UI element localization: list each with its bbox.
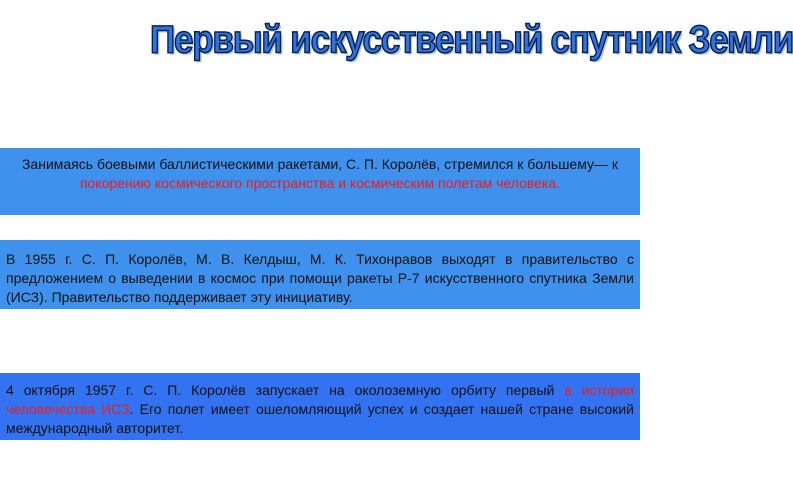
year-1955-block: [0, 240, 640, 309]
launch-1957-block: [0, 373, 640, 440]
launch-text-after: . Его полет имеет ошеломляющий успех и создает нашей стране высокий международный авторитет.: [6, 401, 634, 436]
intro-text: Занимаясь боевыми баллистическими ракетами, С. П. Королёв, стремился к большему— к: [21, 156, 619, 172]
launch-text-before: 4 октября 1957 г. С. П. Королёв запускает на околоземную орбиту первый: [6, 382, 565, 398]
launch-highlight: в истории человечества ИСЗ: [6, 382, 634, 417]
intro-block: [0, 148, 640, 215]
intro-highlight: покорению космического пространства и космическим полетам человека.: [79, 175, 561, 191]
slide-title: Первый искусственный спутник Земли: [150, 17, 793, 62]
year-1955-text: В 1955 г. С. П. Королёв, М. В. Келдыш, М. К. Тихонравов выходят в правительство с предложением о выведении в космос при помощи ракеты Р-7 искусственного спутника Земли (ИСЗ). Правительство поддерживает эту инициативу.: [6, 251, 634, 305]
